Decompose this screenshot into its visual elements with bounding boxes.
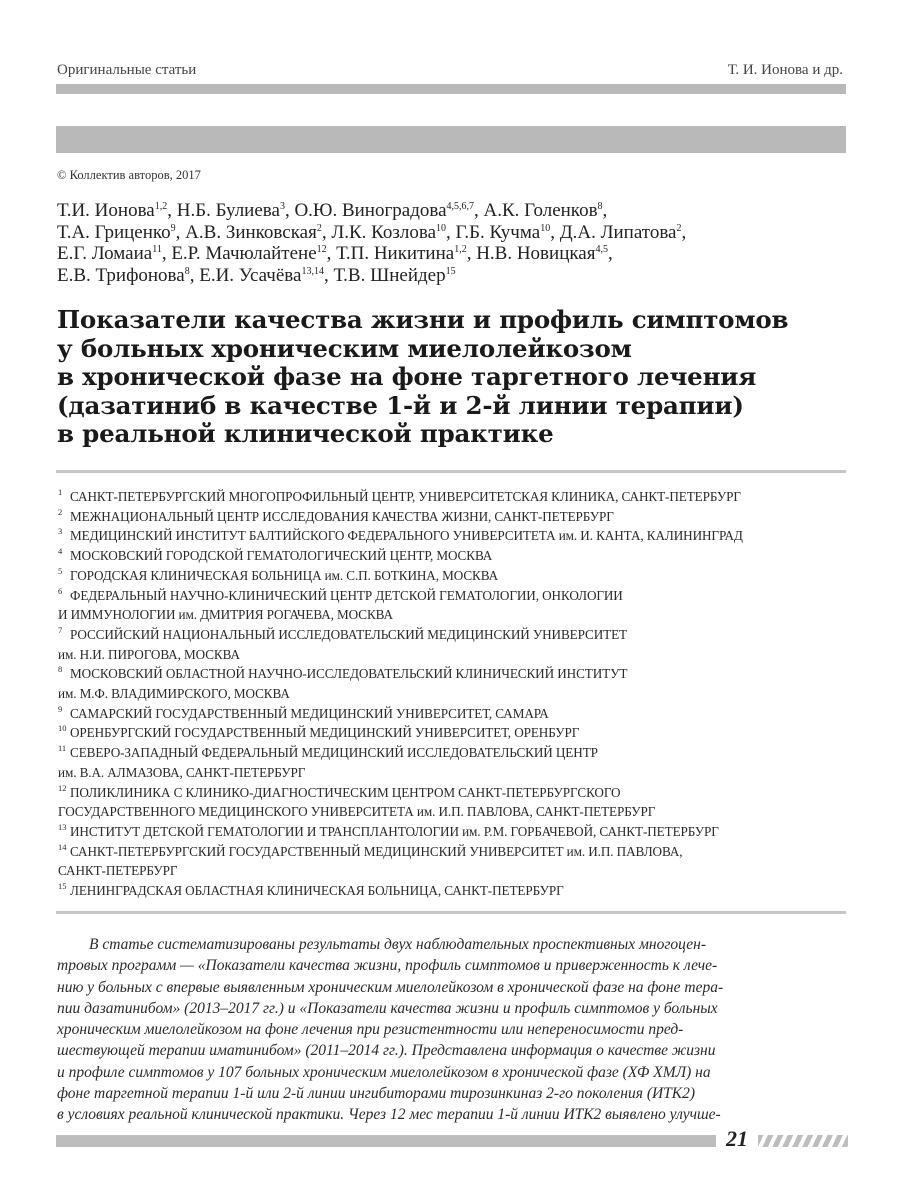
affiliation-text: МЕЖНАЦИОНАЛЬНЫЙ ЦЕНТР ИССЛЕДОВАНИЯ КАЧЕСТВА ЖИЗНИ, САНКТ-ПЕТЕРБУРГ <box>70 508 614 524</box>
affiliation-number: 4 <box>58 546 63 557</box>
affiliation-text: САНКТ-ПЕТЕРБУРГСКИЙ МНОГОПРОФИЛЬНЫЙ ЦЕНТР, УНИВЕРСИТЕТСКАЯ КЛИНИКА, САНКТ-ПЕТЕРБУРГ <box>70 489 741 504</box>
affiliation-continuation <box>58 763 848 783</box>
affiliation-text: МЕДИЦИНСКИЙ ИНСТИТУТ БАЛТИЙСКОГО ФЕДЕРАЛЬНОГО УНИВЕРСИТЕТА им. И. КАНТА, КАЛИНИНГРАД <box>70 528 743 544</box>
author: Д.А. Липатова$^2$, <box>559 221 687 243</box>
author: Е.В. Трифонова$^8$, <box>57 264 200 286</box>
abstract-line: пии дазатинибом» (2013–2017 гг.) и «Показатели качества жизни и профиль симптомов у больных <box>57 999 718 1017</box>
affiliation-text: САНКТ-ПЕТЕРБУРГСКИЙ ГОСУДАРСТВЕННЫЙ МЕДИЦИНСКИЙ УНИВЕРСИТЕТ им. И.П. ПАВЛОВА, <box>70 843 683 859</box>
affiliation-text: МОСКОВСКИЙ ГОРОДСКОЙ ГЕМАТОЛОГИЧЕСКИЙ ЦЕНТР, МОСКВА <box>70 548 493 564</box>
affiliation-number: 10 <box>58 723 67 734</box>
affiliation-continuation <box>58 861 848 881</box>
affiliation-text: им. Н.И. ПИРОГОВА, МОСКВА <box>58 646 240 662</box>
affiliation-item <box>58 586 848 606</box>
footer-stripes <box>758 1135 848 1147</box>
affiliation-number: 3 <box>58 526 63 537</box>
abstract-text <box>57 934 847 1126</box>
author: Н.Б. Булиева$^3$, <box>176 200 295 221</box>
affiliation-text: ГОСУДАРСТВЕННОГО МЕДИЦИНСКОГО УНИВЕРСИТЕТА им. И.П. ПАВЛОВА, САНКТ-ПЕТЕРБУРГ <box>58 804 656 820</box>
affiliation-item <box>58 723 848 743</box>
abstract-line: нию у больных с впервые выявленным хроническим миелолейкозом в хронической фазе на фоне тера- <box>57 978 724 996</box>
title-line: Показатели качества жизни и профиль симптомов <box>57 305 789 334</box>
footer-bar <box>56 1135 716 1147</box>
affiliation-text: ОРЕНБУРГСКИЙ ГОСУДАРСТВЕННЫЙ МЕДИЦИНСКИЙ УНИВЕРСИТЕТ, ОРЕНБУРГ <box>70 725 580 741</box>
author-list <box>57 200 847 286</box>
title-line: в хронической фазе на фоне таргетного лечения <box>57 362 757 391</box>
affiliation-number: 9 <box>58 703 63 714</box>
affiliation-item <box>58 487 848 507</box>
affiliation-continuation <box>58 684 848 704</box>
abstract-line: хроническим миелолейкозом на фоне лечения при резистентности или непереносимости пред- <box>57 1021 684 1039</box>
author: Е.И. Усачёва$^{13,14}$, <box>199 264 334 286</box>
affiliation-item <box>58 822 848 842</box>
affiliation-number: 2 <box>58 506 63 517</box>
author: Е.Р. Мачюлайтене$^{12}$, <box>171 243 337 264</box>
affiliation-number: 14 <box>58 841 67 852</box>
affiliation-number: 8 <box>58 664 63 675</box>
affiliation-number: 5 <box>58 565 63 576</box>
header-banner-bar <box>56 126 846 153</box>
affiliation-number: 12 <box>58 782 67 793</box>
author: Т.В. Шнейдер$^{15}$ <box>333 264 456 286</box>
affiliations-top-rule <box>56 470 846 473</box>
author: Т.И. Ионова$^{1,2}$, <box>57 200 177 221</box>
affiliation-continuation <box>58 645 848 665</box>
affiliation-text: ИНСТИТУТ ДЕТСКОЙ ГЕМАТОЛОГИИ И ТРАНСПЛАНТОЛОГИИ им. Р.М. ГОРБАЧЕВОЙ, САНКТ-ПЕТЕРБУРГ <box>70 823 719 839</box>
affiliation-number: 6 <box>58 585 63 596</box>
affiliation-text: САМАРСКИЙ ГОСУДАРСТВЕННЫЙ МЕДИЦИНСКИЙ УНИВЕРСИТЕТ, САМАРА <box>70 705 549 721</box>
affiliation-item <box>58 664 848 684</box>
author: А.В. Зинковская$^2$, <box>185 221 332 243</box>
affiliation-item <box>58 546 848 566</box>
affiliation-item <box>58 507 848 527</box>
author: Е.Г. Ломаиа$^{11}$, <box>57 243 172 264</box>
abstract-line: фоне таргетной терапии 1-й или 2-й линии ингибиторами тирозинкиназ 2-го поколения (ИТК2) <box>57 1085 695 1103</box>
affiliation-text: РОССИЙСКИЙ НАЦИОНАЛЬНЫЙ ИССЛЕДОВАТЕЛЬСКИЙ МЕДИЦИНСКИЙ УНИВЕРСИТЕТ <box>70 626 627 642</box>
affiliation-item <box>58 842 848 862</box>
affiliation-text: ГОРОДСКАЯ КЛИНИЧЕСКАЯ БОЛЬНИЦА им. С.П. БОТКИНА, МОСКВА <box>70 567 499 583</box>
affiliations-bottom-rule <box>56 911 846 914</box>
affiliation-item <box>58 704 848 724</box>
title-line: в реальной клинической практике <box>57 419 554 448</box>
affiliation-text: им. М.Ф. ВЛАДИМИРСКОГО, МОСКВА <box>58 686 290 702</box>
affiliation-item <box>58 881 848 901</box>
affiliation-number: 13 <box>58 821 67 832</box>
title-line: у больных хроническим миелолейкозом <box>57 333 632 363</box>
affiliation-text: СЕВЕРО-ЗАПАДНЫЙ ФЕДЕРАЛЬНЫЙ МЕДИЦИНСКИЙ ИССЛЕДОВАТЕЛЬСКИЙ ЦЕНТР <box>70 745 598 761</box>
affiliation-number: 7 <box>58 624 63 635</box>
abstract-line: в условиях реальной клинической практики. Через 12 мес терапии 1-й линии ИТК2 выявлено улучше- <box>57 1106 721 1124</box>
article-title <box>57 306 857 449</box>
author: О.Ю. Виноградова$^{4,5,6,7}$, <box>294 200 484 221</box>
affiliation-item <box>58 566 848 586</box>
abstract-line: шествующей терапии иматинибом» (2011–2014 гг.). Представлена информация о качестве жизни <box>57 1042 716 1060</box>
affiliation-text: МОСКОВСКИЙ ОБЛАСТНОЙ НАУЧНО-ИССЛЕДОВАТЕЛЬСКИЙ КЛИНИЧЕСКИЙ ИНСТИТУТ <box>70 666 628 682</box>
affiliation-item <box>58 783 848 803</box>
affiliation-text: ПОЛИКЛИНИКА С КЛИНИКО-ДИАГНОСТИЧЕСКИМ ЦЕНТРОМ САНКТ-ПЕТЕРБУРГСКОГО <box>70 784 621 800</box>
affiliation-text: И ИММУНОЛОГИИ им. ДМИТРИЯ РОГАЧЕВА, МОСКВА <box>58 607 393 623</box>
affiliation-number: 11 <box>58 743 67 754</box>
affiliation-continuation <box>58 802 848 822</box>
running-header-authors: Т. И. Ионова и др. <box>727 62 843 78</box>
affiliation-continuation <box>58 605 848 625</box>
affiliation-item <box>58 526 848 546</box>
title-line: (дазатиниб в качестве 1-й и 2-й линии терапии) <box>57 390 744 420</box>
abstract-line: В статье систематизированы результаты двух наблюдательных проспективных многоцен- <box>89 936 706 953</box>
affiliation-number: 15 <box>58 881 67 892</box>
copyright-line: © Коллектив авторов, 2017 <box>57 168 201 182</box>
abstract-line: и профиле симптомов у 107 больных хроническим миелолейкозом в хронической фазе (ХФ ХМЛ) на <box>57 1063 711 1081</box>
header-divider-bar <box>56 84 846 94</box>
author: Г.Б. Кучма$^{10}$, <box>455 221 560 243</box>
author: Н.В. Новицкая$^{4,5}$, <box>476 243 613 264</box>
running-header-section: Оригинальные статьи <box>57 62 197 78</box>
affiliation-text: им. В.А. АЛМАЗОВА, САНКТ-ПЕТЕРБУРГ <box>58 764 306 780</box>
affiliation-text: ФЕДЕРАЛЬНЫЙ НАУЧНО-КЛИНИЧЕСКИЙ ЦЕНТР ДЕТСКОЙ ГЕМАТОЛОГИИ, ОНКОЛОГИИ <box>70 587 623 603</box>
abstract-line: тровых программ — «Показатели качества жизни, профиль симптомов и приверженность к лече- <box>57 957 718 975</box>
affiliation-text: ЛЕНИНГРАДСКАЯ ОБЛАСТНАЯ КЛИНИЧЕСКАЯ БОЛЬНИЦА, САНКТ-ПЕТЕРБУРГ <box>70 883 564 899</box>
author: Л.К. Козлова$^{10}$, <box>331 221 456 243</box>
affiliation-text: САНКТ-ПЕТЕРБУРГ <box>58 863 178 879</box>
affiliation-list <box>58 487 848 901</box>
affiliation-number: 1 <box>58 487 63 497</box>
author: А.К. Голенков$^8$, <box>483 200 608 221</box>
affiliation-item <box>58 625 848 645</box>
page-number: 21 <box>726 1126 748 1151</box>
affiliation-item <box>58 743 848 763</box>
author: Т.А. Гриценко$^9$, <box>57 221 186 243</box>
author: Т.П. Никитина$^{1,2}$, <box>336 243 477 264</box>
